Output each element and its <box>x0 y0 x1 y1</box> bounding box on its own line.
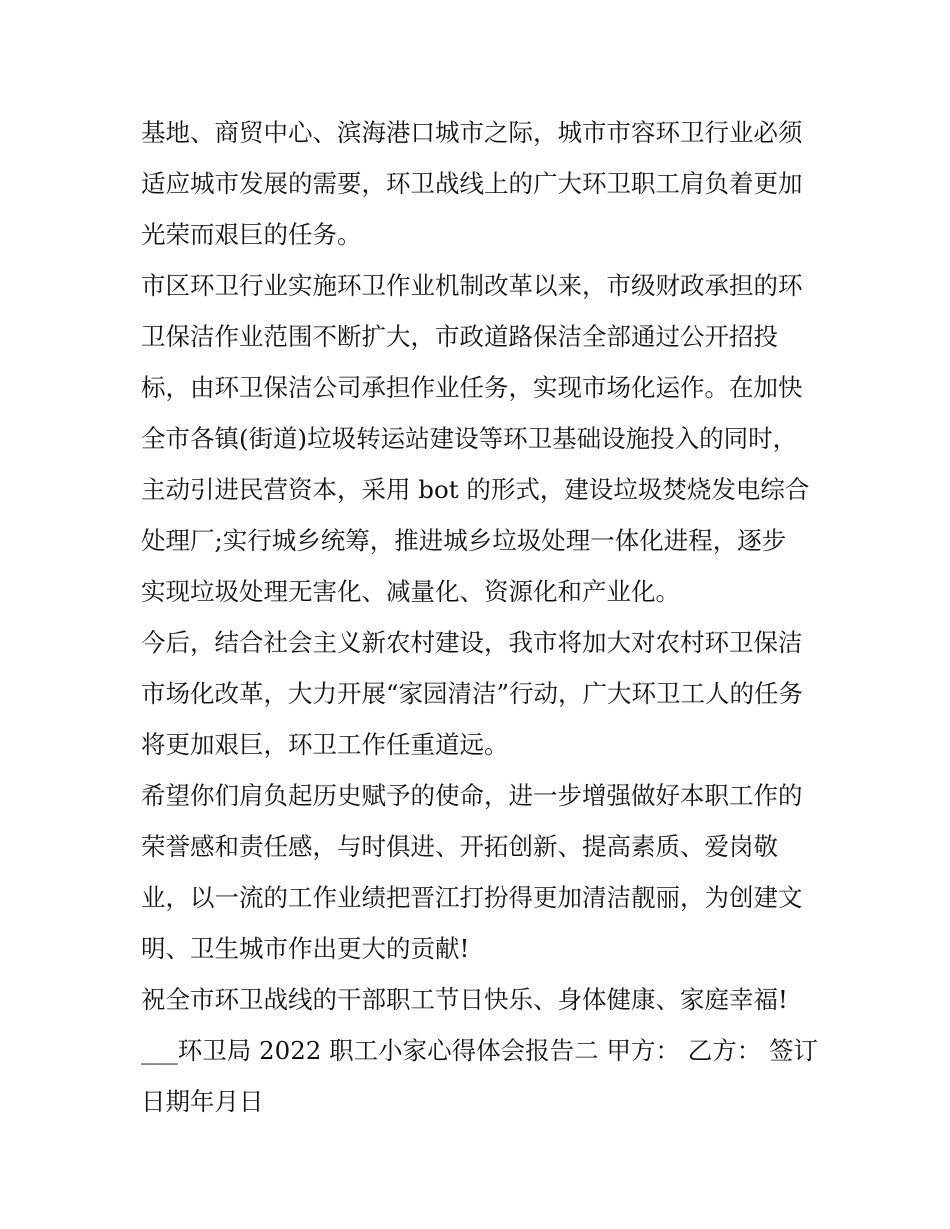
text-line: 市区环卫行业实施环卫作业机制改革以来，市级财政承担的环 <box>141 271 803 300</box>
text-line: 日期年月日 <box>141 1087 264 1116</box>
text-line: 荣誉感和责任感，与时俱进、开拓创新、提高素质、爱岗敬 <box>141 832 778 861</box>
text-line: 光荣而艰巨的任务。 <box>141 220 362 249</box>
text-line: 希望你们肩负起历史赋予的使命，进一步增强做好本职工作的 <box>141 781 803 810</box>
text-line: 处理厂;实行城乡统筹，推进城乡垃圾处理一体化进程，逐步 <box>141 526 787 555</box>
text-line: ___环卫局 2022 职工小家心得体会报告二 甲方： 乙方： 签订 <box>141 1036 819 1065</box>
text-line: 业，以一流的工作业绩把晋江打扮得更加清洁靓丽，为创建文 <box>141 883 803 912</box>
text-line: 将更加艰巨，环卫工作任重道远。 <box>141 730 509 759</box>
text-line: 祝全市环卫战线的干部职工节日快乐、身体健康、家庭幸福! <box>141 985 788 1014</box>
text-line: 市场化改革，大力开展“家园清洁”行动，广大环卫工人的任务 <box>141 679 804 708</box>
text-line: 实现垃圾处理无害化、减量化、资源化和产业化。 <box>141 577 680 606</box>
text-line: 明、卫生城市作出更大的贡献! <box>141 934 470 963</box>
text-line: 卫保洁作业范围不断扩大，市政道路保洁全部通过公开招投 <box>141 322 778 351</box>
text-line: 全市各镇(街道)垃圾转运站建设等环卫基础设施投入的同时， <box>141 424 798 453</box>
text-line: 标，由环卫保洁公司承担作业任务，实现市场化运作。在加快 <box>141 373 803 402</box>
text-line: 适应城市发展的需要，环卫战线上的广大环卫职工肩负着更加 <box>141 169 803 198</box>
text-line: 今后，结合社会主义新农村建设，我市将加大对农村环卫保洁 <box>141 628 803 657</box>
text-line: 基地、商贸中心、滨海港口城市之际，城市市容环卫行业必须 <box>141 118 803 147</box>
text-line: 主动引进民营资本，采用 bot 的形式，建设垃圾焚烧发电综合 <box>141 475 810 504</box>
document-body <box>141 107 821 1127</box>
